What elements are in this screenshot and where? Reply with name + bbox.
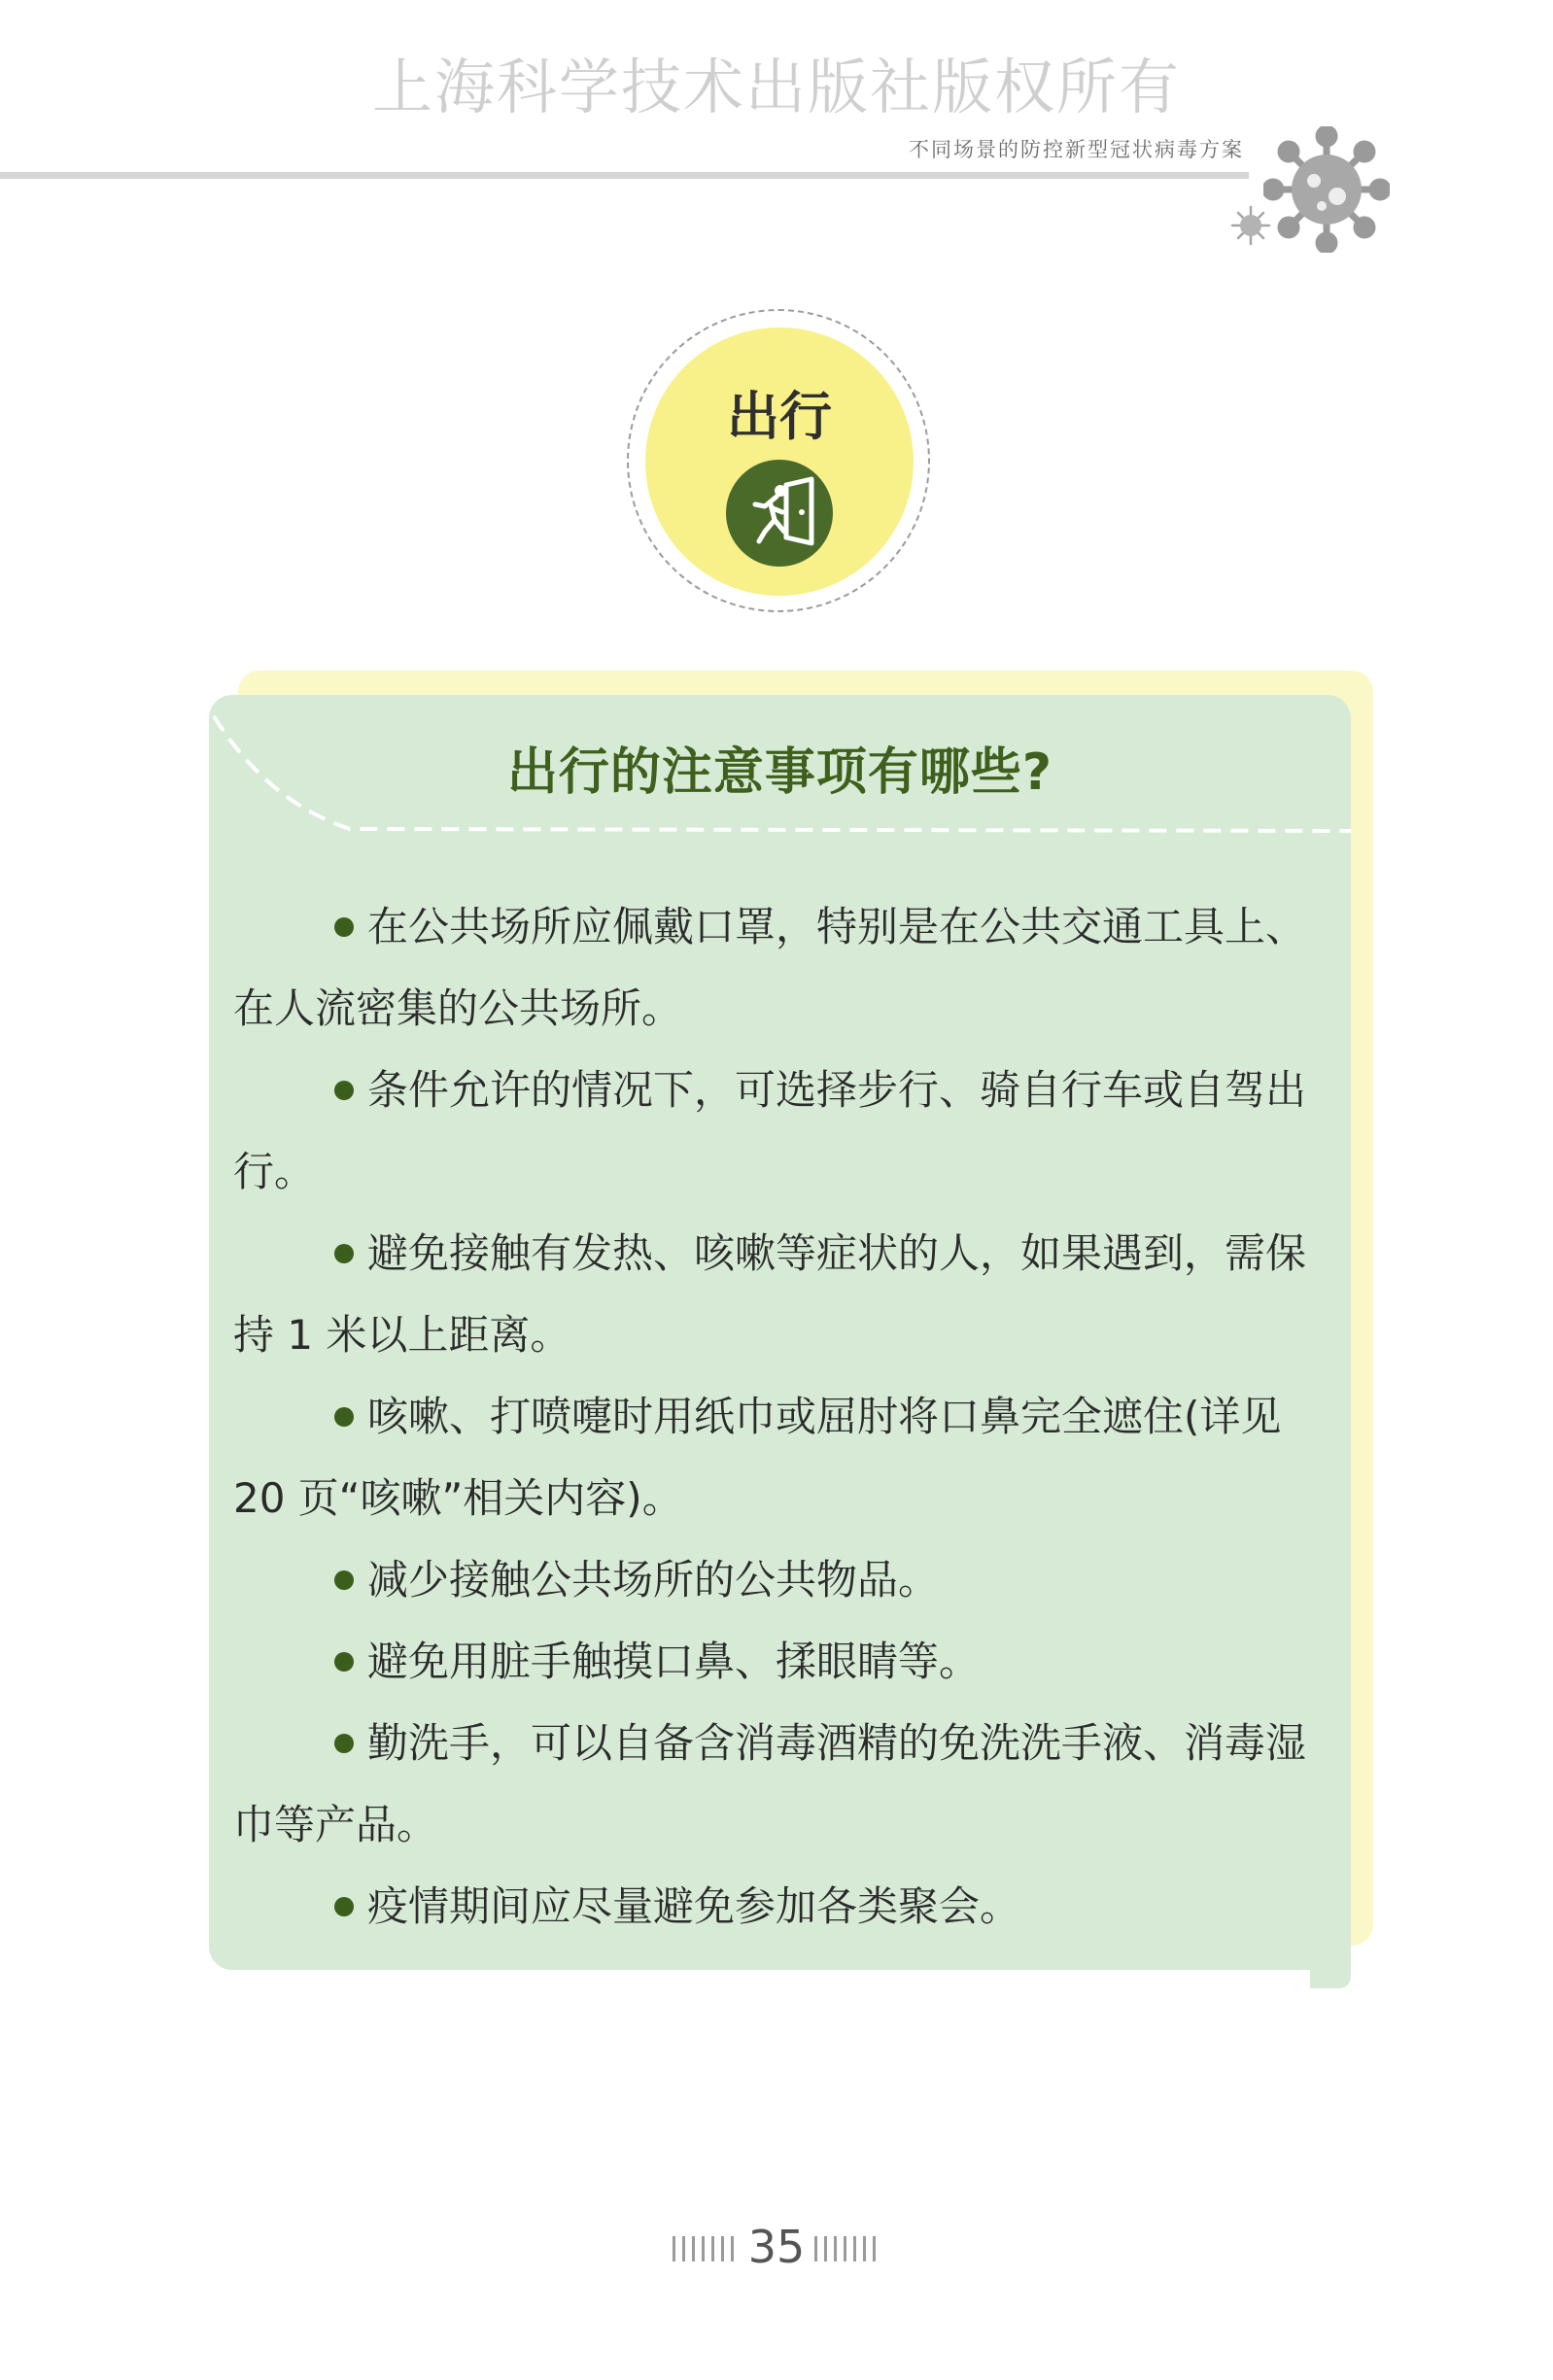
card-title: 出行的注意事项有哪些?: [506, 743, 1053, 802]
list-item: 疫情期间应尽量避免参加各类聚会。: [233, 1866, 1322, 1948]
tick-decoration-left: [673, 2236, 739, 2261]
bullet-dot: [334, 1897, 354, 1916]
bullet-dot: [334, 1652, 354, 1672]
bullet-dot: [334, 1734, 354, 1753]
list-item: 咳嗽、打喷嚏时用纸巾或屈肘将口鼻完全遮住(详见 20 页“咳嗽”相关内容)。: [233, 1393, 1282, 1522]
bullet-dot: [334, 1244, 354, 1263]
list-item: 减少接触公共场所的公共物品。: [233, 1539, 1322, 1621]
bullet-dot: [334, 1407, 354, 1427]
page-number: 35: [747, 2221, 806, 2273]
header-rule: [0, 172, 1249, 179]
virus-icon: [1263, 126, 1390, 253]
list-item: 勤洗手，可以自备含消毒酒精的免洗洗手液、消毒湿巾等产品。: [233, 1719, 1307, 1848]
person-exiting-door-icon: [726, 460, 833, 567]
series-title: 不同场景的防控新型冠状病毒方案: [909, 138, 1244, 161]
list-item: 避免用脏手触摸口鼻、揉眼睛等。: [233, 1621, 1322, 1703]
list-item: 在公共场所应佩戴口罩，特别是在公共交通工具上、在人流密集的公共场所。: [233, 903, 1307, 1032]
copyright-watermark: 上海科学技术出版社版权所有: [371, 52, 1181, 122]
small-virus-icon: [1229, 204, 1272, 247]
page-footer: [0, 2221, 1553, 2273]
topic-label: 出行: [727, 386, 832, 447]
bullet-dot: [334, 1081, 354, 1100]
tips-list: [233, 886, 1322, 1948]
tick-decoration-right: [814, 2236, 880, 2261]
speech-bubble-tail: [1310, 1944, 1351, 1988]
list-item: 避免接触有发热、咳嗽等症状的人，如果遇到，需保持 1 米以上距离。: [233, 1229, 1307, 1359]
list-item: 条件允许的情况下，可选择步行、骑自行车或自驾出行。: [233, 1066, 1307, 1195]
bullet-dot: [334, 917, 354, 937]
bullet-dot: [334, 1570, 354, 1590]
